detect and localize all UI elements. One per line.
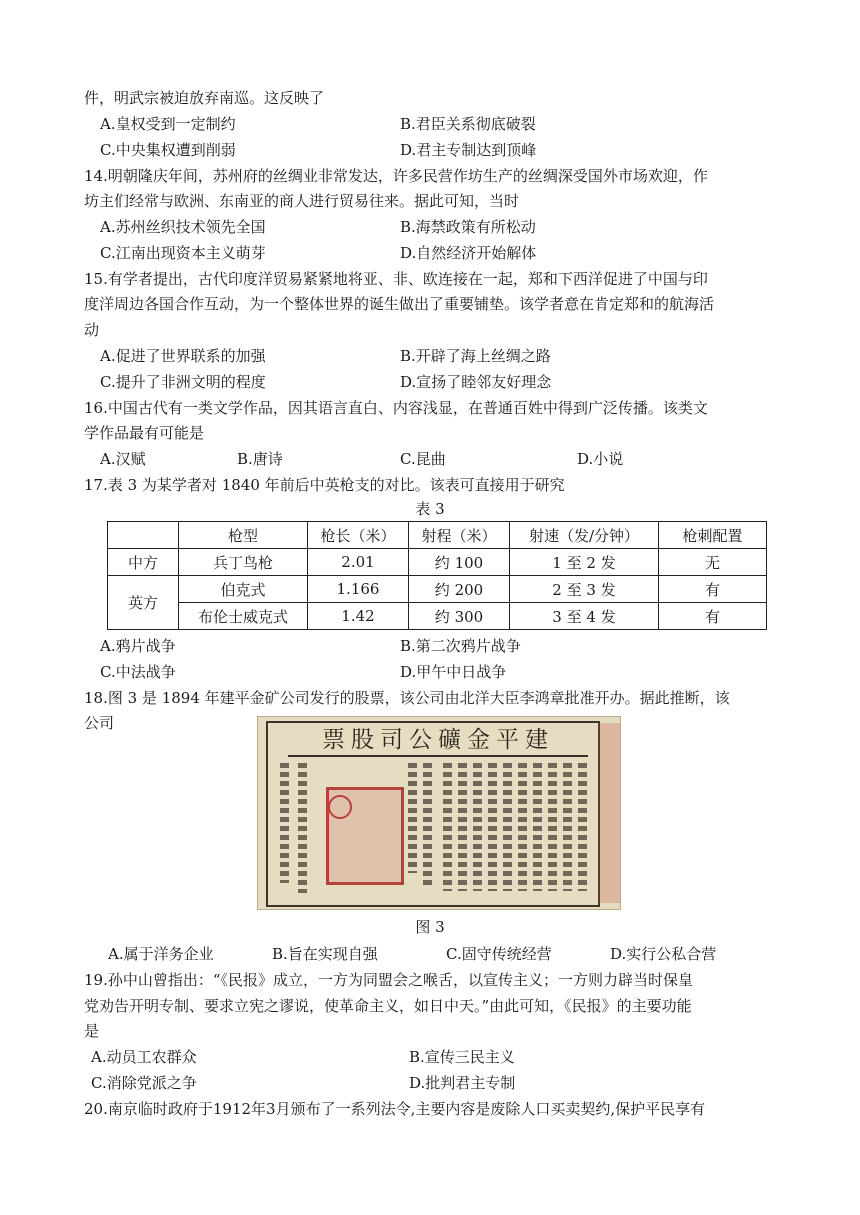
q14-option-c: C.江南出现资本主义萌芽 (100, 244, 266, 262)
vertical-text-column (578, 763, 587, 891)
q18-option-d: D.实行公私合营 (610, 945, 717, 963)
q19-option-a: A.动员工农群众 (91, 1048, 197, 1066)
header-rate: 射速（发/分钟） (510, 522, 659, 549)
vertical-text-column (563, 763, 572, 891)
question-15-cont: 度洋周边各国合作互动，为一个整体世界的诞生做出了重要铺垫。该学者意在肯定郑和的航海活 (84, 295, 715, 313)
header-length: 枪长（米） (308, 522, 409, 549)
cell-model: 兵丁鸟枪 (179, 549, 308, 576)
q18-option-b: B.旨在实现自强 (272, 945, 378, 963)
question-15-cont2: 动 (84, 321, 100, 339)
vertical-text-column (488, 763, 497, 891)
q19-option-c: C.消除党派之争 (91, 1074, 197, 1092)
q17-option-a: A.鸦片战争 (100, 637, 176, 655)
q16-option-a: A.汉赋 (100, 450, 146, 468)
cell-rate: 1 至 2 发 (510, 549, 659, 576)
table-row (108, 576, 767, 603)
question-19-cont: 党劝告开明专制、要求立宪之谬说，使革命主义，如日中天。”由此可知，《民报》的主要功能 (84, 997, 692, 1015)
q13-option-c: C.中央集权遭到削弱 (100, 141, 236, 159)
cell-range: 约 300 (409, 603, 510, 630)
vertical-text-column (533, 763, 542, 891)
cell-rate: 2 至 3 发 (510, 576, 659, 603)
cell-range: 约 100 (409, 549, 510, 576)
q14-option-d: D.自然经济开始解体 (400, 244, 537, 262)
q16-option-c: C.昆曲 (400, 450, 446, 468)
q15-option-b: B.开辟了海上丝绸之路 (400, 347, 551, 365)
q19-option-d: D.批判君主专制 (409, 1074, 516, 1092)
vertical-text-column (280, 763, 289, 883)
q19-option-b: B.宣传三民主义 (409, 1048, 515, 1066)
q13-option-a: A.皇权受到一定制约 (100, 115, 236, 133)
header-range: 射程（米） (409, 522, 510, 549)
stamp-edge (598, 723, 620, 903)
cell-model: 布伦士威克式 (179, 603, 308, 630)
table-3-caption: 表 3 (415, 500, 445, 518)
q13-option-d: D.君主专制达到顶峰 (400, 141, 537, 159)
question-16: 16.中国古代有一类文学作品，因其语言直白、内容浅显，在普通百姓中得到广泛传播。该类文 (84, 399, 708, 417)
q17-option-b: B.第二次鸦片战争 (400, 637, 521, 655)
cell-side: 英方 (108, 576, 179, 630)
small-seal-icon (328, 795, 352, 819)
q14-option-a: A.苏州丝织技术领先全国 (100, 218, 266, 236)
q16-option-b: B.唐诗 (237, 450, 283, 468)
q15-option-a: A.促进了世界联系的加强 (100, 347, 266, 365)
question-19: 19.孙中山曾指出：“《民报》成立，一方为同盟会之喉舌，以宣传主义；一方则力辟当时保皇 (84, 971, 694, 989)
cell-length: 1.42 (308, 603, 409, 630)
q16-option-d: D.小说 (577, 450, 624, 468)
vertical-text-column (458, 763, 467, 891)
figure-3-caption: 图 3 (415, 918, 445, 936)
vertical-text-column (473, 763, 482, 891)
cell-range: 约 200 (409, 576, 510, 603)
stock-certificate-image (257, 716, 621, 910)
q17-option-d: D.甲午中日战争 (400, 663, 507, 681)
vertical-text-column (503, 763, 512, 891)
cell-length: 2.01 (308, 549, 409, 576)
q15-option-d: D.宣扬了睦邻友好理念 (400, 373, 552, 391)
cell-side: 中方 (108, 549, 179, 576)
header-bayonet: 枪刺配置 (659, 522, 767, 549)
question-14: 14.明朝隆庆年间，苏州府的丝绸业非常发达，许多民营作坊生产的丝绸深受国外市场欢迎，作 (84, 167, 708, 185)
q18-option-a: A.属于洋务企业 (108, 945, 214, 963)
q17-option-c: C.中法战争 (100, 663, 176, 681)
question-14-cont: 坊主们经常与欧洲、东南亚的商人进行贸易往来。据此可知，当时 (84, 192, 520, 210)
vertical-text-column (443, 763, 452, 891)
question-18-cont: 公司 (84, 714, 115, 732)
cell-length: 1.166 (308, 576, 409, 603)
table-row (108, 549, 767, 576)
header-blank (108, 522, 179, 549)
question-16-cont: 学作品最有可能是 (84, 424, 205, 442)
cell-rate: 3 至 4 发 (510, 603, 659, 630)
question-20: 20.南京临时政府于1912年3月颁布了一系列法令,主要内容是废除人口买卖契约,保护平民享有 (84, 1100, 706, 1118)
cell-bayonet: 有 (659, 576, 767, 603)
question-17: 17.表 3 为某学者对 1840 年前后中英枪支的对比。该表可直接用于研究 (84, 476, 565, 494)
q15-option-c: C.提升了非洲文明的程度 (100, 373, 266, 391)
certificate-title: 票股司公礦金平建 (288, 725, 588, 757)
q14-option-b: B.海禁政策有所松动 (400, 218, 536, 236)
question-18: 18.图 3 是 1894 年建平金矿公司发行的股票，该公司由北洋大臣李鸿章批准开办。据此推断，该 (84, 689, 730, 707)
question-13-tail: 件，明武宗被迫放弃南巡。这反映了 (84, 89, 325, 107)
vertical-text-column (548, 763, 557, 891)
vertical-text-column (408, 763, 417, 873)
cell-bayonet: 无 (659, 549, 767, 576)
vertical-text-column (298, 763, 307, 893)
table-header-row (108, 522, 767, 549)
cell-bayonet: 有 (659, 603, 767, 630)
q13-option-b: B.君臣关系彻底破裂 (400, 115, 536, 133)
cell-model: 伯克式 (179, 576, 308, 603)
table-row (108, 603, 767, 630)
q18-option-c: C.固守传统经营 (446, 945, 552, 963)
question-19-cont2: 是 (84, 1022, 100, 1040)
vertical-text-column (518, 763, 527, 891)
question-15: 15.有学者提出，古代印度洋贸易紧紧地将亚、非、欧连接在一起，郑和下西洋促进了中国与印 (84, 270, 708, 288)
gun-comparison-table (107, 521, 767, 630)
vertical-text-column (423, 763, 432, 888)
header-model: 枪型 (179, 522, 308, 549)
